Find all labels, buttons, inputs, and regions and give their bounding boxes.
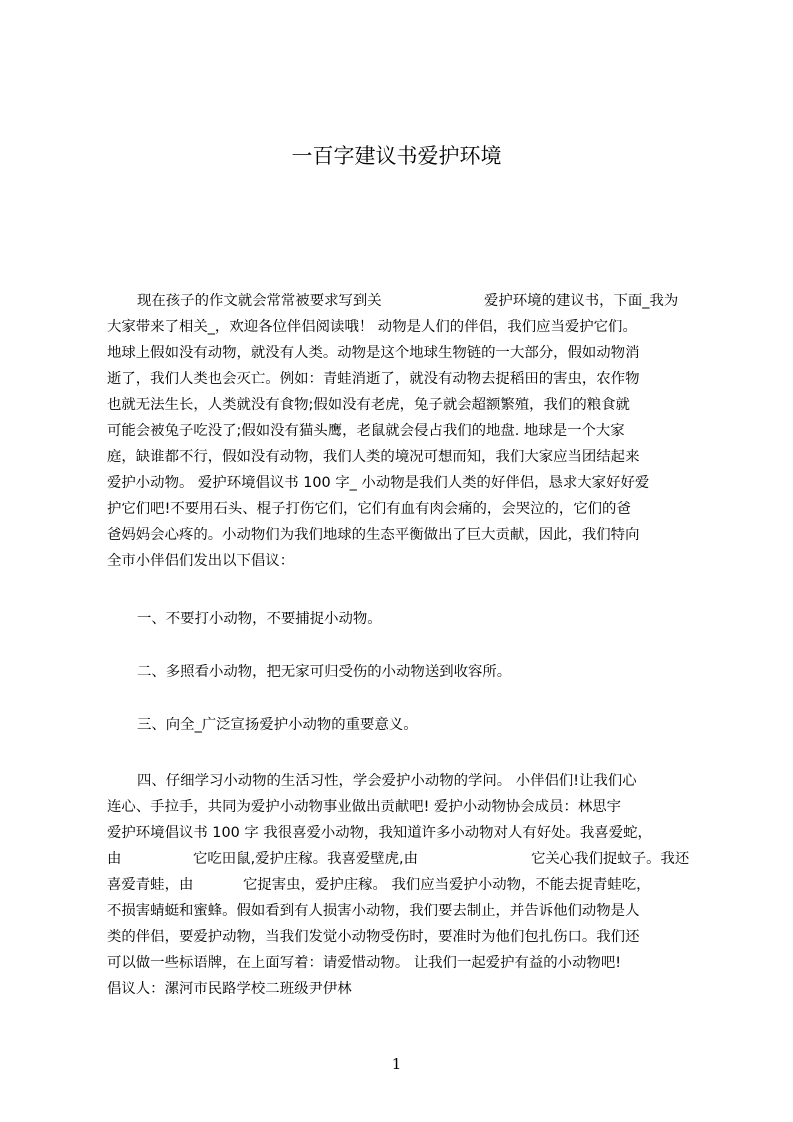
page-number: 1 <box>391 1055 402 1073</box>
text-line: 爱护小动物。 爱护环境倡议书 100 字_ 小动物是我们人类的好伴侣，恳求大家好好爱 <box>107 475 650 491</box>
text-segment: 它捉害虫，爱护庄稼。 我们应当爱护小动物，不能去捉青蛙吃， <box>243 877 651 893</box>
text-segment: 四、仔细学习小动物的生活习性，学会爱护小动物的学问。 小伴侣们!让我们心 <box>137 773 637 789</box>
text-line <box>107 768 697 794</box>
text-line: 地球上假如没有动物，就没有人类。动物是这个地球生物链的一大部分，假如动物消 <box>107 345 640 361</box>
text-line: 全市小伴侣们发出以下倡议： <box>107 553 295 569</box>
text-segment: 爱护环境的建议书，下面_我为 <box>484 293 679 309</box>
text-segment: 它吃田鼠,爱护庄稼。我喜爱壁虎,由 <box>193 851 419 867</box>
text-segment: 由 <box>107 851 122 867</box>
text-line: 大家带来了相关_，欢迎各位伴侣阅读哦！ 动物是人们的伴侣，我们应当爱护它们。 <box>107 319 637 335</box>
proposal-item-1: 一、不要打小动物，不要捕捉小动物。 <box>137 611 382 627</box>
text-line: 类的伴侣，要爱护动物，当我们发觉小动物受伤时，要准时为他们包扎伤口。我们还 <box>107 929 640 945</box>
text-line <box>107 288 697 314</box>
text-line: 连心、手拉手，共同为爱护小动物事业做出贡献吧! 爱护小动物协会成员：林思宇 <box>107 799 622 815</box>
text-line: 也就无法生长，人类就没有食物;假如没有老虎，兔子就会超额繁殖，我们的粮食就 <box>107 397 630 413</box>
proposal-item-3: 三、向全_广泛宣扬爱护小动物的重要意义。 <box>137 717 418 733</box>
page-title: 一百字建议书爱护环境 <box>291 144 502 168</box>
text-line: 可能会被兔子吃没了;假如没有猫头鹰，老鼠就会侵占我们的地盘. 地球是一个大家 <box>107 423 625 439</box>
text-segment: 现在孩子的作文就会常常被要求写到关 <box>137 293 382 309</box>
text-line <box>107 846 697 872</box>
proposal-item-2: 二、多照看小动物，把无家可归受伤的小动物送到收容所。 <box>137 664 512 680</box>
text-line: 不损害蜻蜓和蜜蜂。假如看到有人损害小动物，我们要去制止，并告诉他们动物是人 <box>107 903 640 919</box>
text-line <box>107 872 697 898</box>
text-line: 护它们吧!不要用石头、棍子打伤它们，它们有血有肉会痛的，会哭泣的，它们的爸 <box>107 501 631 517</box>
text-line: 庭，缺谁都不行，假如没有动物，我们人类的境况可想而知，我们大家应当团结起来 <box>107 449 640 465</box>
text-line: 爸妈妈会心疼的。小动物们为我们地球的生态平衡做出了巨大贡献，因此，我们特向 <box>107 527 640 543</box>
text-line: 可以做一些标语牌，在上面写着：请爱惜动物。 让我们一起爱护有益的小动物吧! <box>107 955 622 971</box>
text-segment: 它关心我们捉蚊子。我还 <box>531 851 690 867</box>
text-segment: 喜爱青蛙，由 <box>107 877 194 893</box>
text-line: 爱护环境倡议书 100 字 我很喜爱小动物，我知道许多小动物对人有好处。我喜爱蛇， <box>107 825 652 841</box>
text-line: 倡议人：漯河市民路学校二班级尹伊林 <box>107 981 352 997</box>
text-line: 逝了，我们人类也会灭亡。例如：青蛙消逝了，就没有动物去捉稻田的害虫，农作物 <box>107 371 640 387</box>
